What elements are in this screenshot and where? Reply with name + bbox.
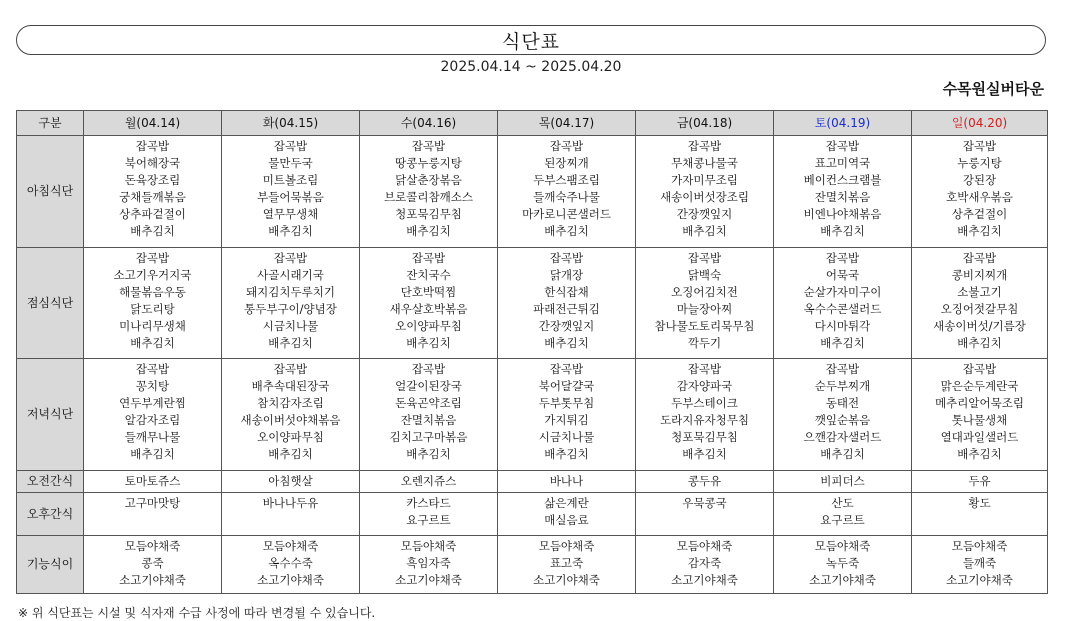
menu-item: 미나리무생채 (119, 318, 186, 333)
menu-item: 잡곡밥 (135, 250, 170, 265)
menu-item: 소고기야채죽 (533, 573, 600, 588)
menu-item: 깻잎순볶음 (814, 413, 871, 428)
menu-item: 돈육장조림 (124, 173, 181, 187)
menu-cell-afternoon-snack-mon (84, 493, 222, 536)
menu-item: 오이양파무침 (395, 318, 462, 333)
menu-cell-morning-snack-thu (498, 471, 636, 493)
menu-item: 닭백숙 (687, 267, 722, 282)
row-label-dinner: 저녁식단 (17, 359, 84, 471)
menu-item: 꽁치탕 (135, 379, 170, 394)
table-header-row (17, 111, 1048, 136)
menu-item: 두유 (968, 474, 991, 489)
menu-item: 돼지김치두루치기 (246, 284, 335, 299)
menu-item: 시금치나물 (538, 430, 595, 445)
menu-item: 간장깻잎지 (538, 318, 595, 333)
menu-item: 들깨무나물 (124, 430, 181, 445)
menu-item: 산도 (831, 496, 854, 511)
menu-item: 모듬야채죽 (124, 539, 181, 554)
menu-item: 배추김치 (406, 335, 451, 350)
menu-item: 잡곡밥 (962, 250, 997, 265)
menu-item: 순살가자미구이 (803, 284, 882, 299)
menu-item: 궁채들깨볶음 (119, 190, 186, 204)
menu-item: 배추김치 (957, 335, 1002, 350)
menu-item: 바나나 (549, 474, 584, 489)
menu-cell-lunch-sun (912, 247, 1048, 359)
menu-cell-morning-snack-mon (84, 471, 222, 493)
row-label-lunch: 점심식단 (17, 247, 84, 359)
menu-item: 흑임자죽 (406, 556, 451, 571)
menu-item: 오징어김치전 (671, 284, 738, 299)
menu-item: 잡곡밥 (825, 362, 860, 377)
menu-item: 호박새우볶음 (946, 190, 1013, 204)
menu-item: 콩죽 (141, 556, 164, 571)
menu-item: 누룽지탕 (957, 156, 1002, 170)
menu-item: 배추김치 (268, 224, 313, 238)
menu-item: 배추김치 (406, 224, 451, 238)
menu-item: 배추김치 (957, 224, 1002, 238)
menu-cell-afternoon-snack-sun (912, 493, 1048, 536)
menu-item: 소고기야채죽 (671, 573, 738, 588)
menu-cell-afternoon-snack-fri (636, 493, 774, 536)
menu-cell-functional-diet-fri (636, 536, 774, 594)
menu-item: 마늘장아찌 (676, 301, 733, 316)
menu-item: 새우살호박볶음 (389, 301, 468, 316)
menu-period: 2025.04.14 ~ 2025.04.20 (440, 59, 622, 75)
menu-item: 잡곡밥 (411, 362, 446, 377)
menu-cell-afternoon-snack-thu (498, 493, 636, 536)
menu-cell-dinner-sat (774, 359, 912, 471)
menu-item: 돈육곤약조림 (395, 396, 462, 411)
menu-item: 배추김치 (820, 447, 865, 462)
menu-table (16, 110, 1048, 594)
menu-cell-functional-diet-thu (498, 536, 636, 594)
menu-item: 무채콩나물국 (671, 156, 738, 170)
menu-item: 배추김치 (268, 447, 313, 462)
menu-item: 맑은순두계란국 (940, 379, 1019, 394)
menu-cell-lunch-fri (636, 247, 774, 359)
menu-item: 배추김치 (130, 447, 175, 462)
menu-item: 토마토쥬스 (124, 474, 181, 489)
menu-item: 잡곡밥 (549, 362, 584, 377)
menu-item: 가지튀김 (544, 413, 589, 428)
menu-item: 카스타드 (406, 496, 451, 511)
menu-cell-breakfast-wed (360, 136, 498, 248)
menu-item: 잡곡밥 (962, 139, 997, 153)
menu-cell-lunch-wed (360, 247, 498, 359)
menu-cell-afternoon-snack-tue (222, 493, 360, 536)
menu-item: 통두부구이/양념장 (244, 301, 337, 316)
menu-item: 잡곡밥 (135, 362, 170, 377)
menu-item: 열대과일샐러드 (940, 430, 1019, 445)
menu-item: 오렌지쥬스 (400, 474, 457, 489)
header-day-thu: 목(04.17) (498, 111, 636, 136)
menu-item: 깍두기 (687, 335, 722, 350)
menu-item: 표고죽 (549, 556, 584, 571)
menu-cell-functional-diet-mon (84, 536, 222, 594)
menu-item: 우묵콩국 (682, 496, 727, 511)
menu-item: 얼갈이된장국 (395, 379, 462, 394)
menu-item: 잡곡밥 (825, 250, 860, 265)
menu-cell-afternoon-snack-sat (774, 493, 912, 536)
menu-item: 배추김치 (544, 224, 589, 238)
header-day-mon: 월(04.14) (84, 111, 222, 136)
header-day-sun: 일(04.20) (912, 111, 1048, 136)
menu-item: 새송이버섯/기름장 (933, 318, 1026, 333)
menu-item: 오징어젓갈무침 (940, 301, 1019, 316)
menu-item: 참나물도토리묵무침 (654, 318, 755, 333)
menu-item: 배추김치 (957, 447, 1002, 462)
menu-item: 두부톳무침 (538, 396, 595, 411)
menu-item: 다시마튀각 (814, 318, 871, 333)
menu-item: 닭개장 (549, 267, 584, 282)
menu-item: 알감자조림 (124, 413, 181, 428)
menu-item: 배추김치 (820, 335, 865, 350)
menu-cell-dinner-sun (912, 359, 1048, 471)
menu-item: 잡곡밥 (549, 250, 584, 265)
menu-item: 잡곡밥 (411, 250, 446, 265)
menu-item: 잡곡밥 (273, 250, 308, 265)
menu-item: 모듬야채죽 (262, 539, 319, 554)
menu-item: 배추김치 (130, 335, 175, 350)
menu-item: 콩비지찌개 (951, 267, 1008, 282)
menu-cell-morning-snack-wed (360, 471, 498, 493)
menu-item: 삶은계란 (544, 496, 589, 511)
menu-item: 두부스테이크 (671, 396, 738, 411)
menu-item: 배추김치 (268, 335, 313, 350)
menu-item: 소불고기 (957, 284, 1002, 299)
menu-item: 김치고구마볶음 (389, 430, 468, 445)
menu-cell-breakfast-mon (84, 136, 222, 248)
row-label-breakfast: 아침식단 (17, 136, 84, 248)
menu-item: 북어달걀국 (538, 379, 595, 394)
menu-cell-breakfast-sat (774, 136, 912, 248)
menu-item: 모듬야채죽 (400, 539, 457, 554)
menu-item: 시금치나물 (262, 318, 319, 333)
menu-cell-breakfast-sun (912, 136, 1048, 248)
menu-item: 잡곡밥 (273, 362, 308, 377)
menu-item: 비피더스 (820, 474, 865, 489)
menu-cell-functional-diet-sat (774, 536, 912, 594)
menu-item: 가자미무조림 (671, 173, 738, 187)
menu-item: 동태전 (825, 396, 860, 411)
menu-item: 어묵국 (825, 267, 860, 282)
menu-cell-dinner-wed (360, 359, 498, 471)
row-label-morning-snack: 오전간식 (17, 471, 84, 493)
menu-item: 잡곡밥 (549, 139, 584, 153)
menu-cell-lunch-sat (774, 247, 912, 359)
menu-item: 표고미역국 (814, 156, 871, 170)
menu-item: 매실음료 (544, 513, 589, 528)
menu-item: 잡곡밥 (825, 139, 860, 153)
menu-item: 소고기야채죽 (395, 573, 462, 588)
header-day-wed: 수(04.16) (360, 111, 498, 136)
menu-item: 배추김치 (406, 447, 451, 462)
menu-item: 옥수수콘샐러드 (803, 301, 882, 316)
menu-item: 잡곡밥 (962, 362, 997, 377)
menu-item: 마카로니콘샐러드 (522, 207, 611, 221)
menu-item: 도라지유자청무침 (660, 413, 749, 428)
menu-item: 된장찌개 (544, 156, 589, 170)
menu-cell-lunch-mon (84, 247, 222, 359)
menu-item: 소고기야채죽 (809, 573, 876, 588)
title-box (16, 25, 1046, 55)
menu-item: 콩두유 (687, 474, 722, 489)
menu-item: 잡곡밥 (411, 139, 446, 153)
menu-item: 소고기야채죽 (119, 573, 186, 588)
menu-item: 새송이버섯야채볶음 (240, 413, 341, 428)
menu-cell-functional-diet-tue (222, 536, 360, 594)
menu-item: 감자죽 (687, 556, 722, 571)
header-day-tue: 화(04.15) (222, 111, 360, 136)
menu-item: 요구르트 (406, 513, 451, 528)
menu-item: 강된장 (962, 173, 997, 187)
menu-item: 요구르트 (820, 513, 865, 528)
menu-item: 배추김치 (682, 447, 727, 462)
menu-item: 소고기야채죽 (946, 573, 1013, 588)
header-category: 구분 (17, 111, 84, 136)
menu-cell-breakfast-fri (636, 136, 774, 248)
menu-item: 황도 (968, 496, 991, 511)
menu-item: 소고기우거지국 (113, 267, 192, 282)
menu-cell-morning-snack-fri (636, 471, 774, 493)
menu-item: 모듬야채죽 (951, 539, 1008, 554)
table-row-breakfast (17, 136, 1048, 248)
menu-cell-breakfast-tue (222, 136, 360, 248)
menu-cell-breakfast-thu (498, 136, 636, 248)
menu-item: 잡곡밥 (687, 139, 722, 153)
menu-item: 청포묵김무침 (395, 207, 462, 221)
menu-item: 톳나물생채 (951, 413, 1008, 428)
menu-item: 들깨죽 (962, 556, 997, 571)
menu-item: 아침햇살 (268, 474, 313, 489)
menu-item: 순두부찌개 (814, 379, 871, 394)
row-label-functional-diet: 기능식이 (17, 536, 84, 594)
menu-item: 배추김치 (544, 447, 589, 462)
table-row-afternoon-snack (17, 493, 1048, 536)
organization-name: 수목원실버타운 (942, 80, 1044, 98)
menu-item: 베이컨스크램블 (803, 173, 882, 187)
menu-item: 고구마맛탕 (124, 496, 181, 511)
menu-item: 한식잡채 (544, 284, 589, 299)
footnote: ※ 위 식단표는 시설 및 식자재 수급 사정에 따라 변경될 수 있습니다. (18, 606, 376, 620)
menu-item: 잔멸치볶음 (814, 190, 871, 204)
table-row-functional-diet (17, 536, 1048, 594)
menu-item: 파래전근튀김 (533, 301, 600, 316)
menu-cell-lunch-thu (498, 247, 636, 359)
menu-item: 상추겉절이 (951, 207, 1008, 221)
menu-item: 간장깻잎지 (676, 207, 733, 221)
menu-item: 비엔나야채볶음 (803, 207, 882, 221)
menu-cell-dinner-tue (222, 359, 360, 471)
menu-item: 청포묵김무침 (671, 430, 738, 445)
menu-item: 모듬야채죽 (538, 539, 595, 554)
menu-item: 닭살춘장볶음 (395, 173, 462, 187)
menu-item: 브로콜리참깨소스 (384, 190, 473, 204)
menu-cell-afternoon-snack-wed (360, 493, 498, 536)
menu-cell-functional-diet-sun (912, 536, 1048, 594)
table-row-morning-snack (17, 471, 1048, 493)
menu-cell-lunch-tue (222, 247, 360, 359)
menu-item: 배추김치 (544, 335, 589, 350)
menu-item: 배추김치 (820, 224, 865, 238)
menu-item: 해물볶음우동 (119, 284, 186, 299)
menu-item: 잔멸치볶음 (400, 413, 457, 428)
menu-item: 배추속대된장국 (251, 379, 330, 394)
menu-item: 잡곡밥 (687, 362, 722, 377)
menu-item: 미트볼조림 (262, 173, 319, 187)
menu-item: 배추김치 (682, 224, 727, 238)
menu-cell-dinner-thu (498, 359, 636, 471)
menu-item: 으깬감자샐러드 (803, 430, 882, 445)
menu-item: 열무무생채 (262, 207, 319, 221)
menu-item: 땅콩누룽지탕 (395, 156, 462, 170)
menu-item: 감자양파국 (676, 379, 733, 394)
menu-item: 소고기야채죽 (257, 573, 324, 588)
menu-item: 옥수수죽 (268, 556, 313, 571)
menu-cell-morning-snack-sat (774, 471, 912, 493)
header-day-fri: 금(04.18) (636, 111, 774, 136)
menu-item: 모듬야채죽 (814, 539, 871, 554)
menu-item: 두부스팸조림 (533, 173, 600, 187)
menu-cell-morning-snack-sun (912, 471, 1048, 493)
menu-table-body (17, 136, 1048, 594)
menu-item: 단호박떡찜 (400, 284, 457, 299)
menu-item: 물만두국 (268, 156, 313, 170)
menu-item: 오이양파무침 (257, 430, 324, 445)
menu-item: 닭도리탕 (130, 301, 175, 316)
menu-item: 녹두죽 (825, 556, 860, 571)
menu-item: 배추김치 (130, 224, 175, 238)
table-row-lunch (17, 247, 1048, 359)
menu-item: 상추파겉절이 (119, 207, 186, 221)
menu-item: 메추리알어묵조림 (935, 396, 1024, 411)
menu-item: 잡곡밥 (135, 139, 170, 153)
row-label-afternoon-snack: 오후간식 (17, 493, 84, 536)
table-row-dinner (17, 359, 1048, 471)
menu-item: 모듬야채죽 (676, 539, 733, 554)
menu-item: 잡곡밥 (687, 250, 722, 265)
page-title: 식단표 (501, 30, 561, 53)
menu-item: 사골시래기국 (257, 267, 324, 282)
menu-item: 잡곡밥 (273, 139, 308, 153)
menu-item: 새송이버섯장조림 (660, 190, 749, 204)
menu-item: 들깨숙주나물 (533, 190, 600, 204)
menu-item: 바나나두유 (262, 496, 319, 511)
menu-cell-dinner-fri (636, 359, 774, 471)
menu-cell-morning-snack-tue (222, 471, 360, 493)
menu-cell-dinner-mon (84, 359, 222, 471)
menu-item: 북어해장국 (124, 156, 181, 170)
menu-item: 잔치국수 (406, 267, 451, 282)
menu-item: 참치감자조림 (257, 396, 324, 411)
header-day-sat: 토(04.19) (774, 111, 912, 136)
menu-cell-functional-diet-wed (360, 536, 498, 594)
menu-item: 부들어묵볶음 (257, 190, 324, 204)
menu-item: 연두부계란찜 (119, 396, 186, 411)
